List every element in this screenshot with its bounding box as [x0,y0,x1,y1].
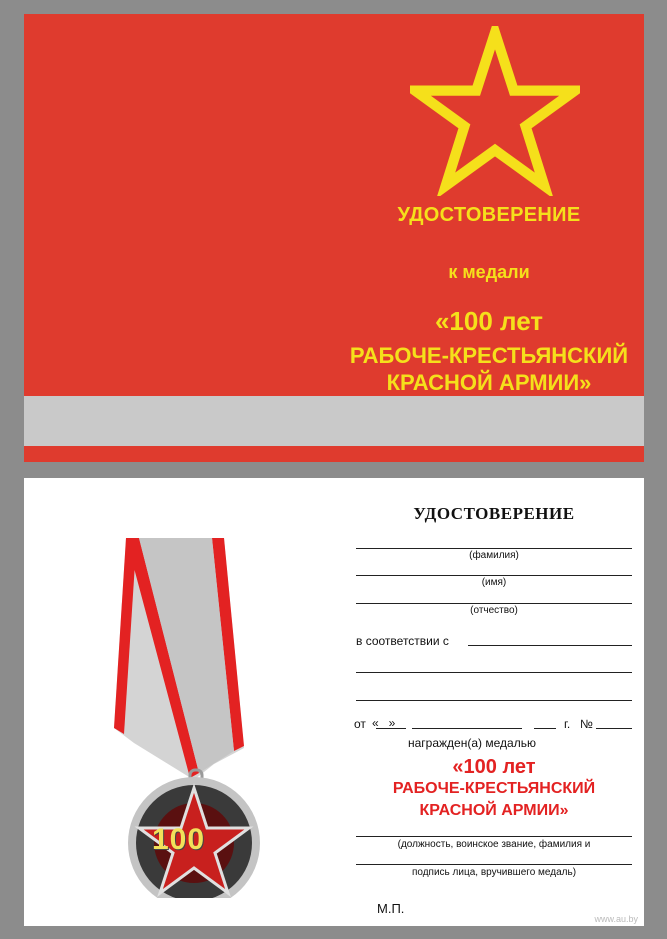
medal-number: 100 [152,823,206,856]
form-title: УДОСТОВЕРЕНИЕ [413,504,575,523]
year-line[interactable] [534,728,556,729]
day-line[interactable] [376,728,406,729]
star-icon [410,26,580,196]
date-quotes: « » [372,716,396,730]
medal-years: «100 лет [452,756,536,778]
surname-line[interactable] [356,548,632,549]
according-line[interactable] [468,645,632,646]
surname-caption: (фамилия) [469,550,519,561]
patronymic-line[interactable] [356,603,632,604]
certificate-cover [24,14,644,462]
position-line[interactable] [356,836,632,837]
name-caption: (имя) [481,577,507,588]
according-line-2[interactable] [356,672,632,673]
patronymic-caption: (отчество) [470,605,518,616]
cover-years: «100 лет [434,306,544,336]
cover-heading: УДОСТОВЕРЕНИЕ [397,204,581,226]
certificate-inner-page [24,478,644,926]
cover-to-medal: к медали [448,262,530,282]
name-line[interactable] [356,575,632,576]
signature-line[interactable] [356,864,632,865]
cover-medal-line1: РАБОЧЕ-КРЕСТЬЯНСКИЙ [349,343,629,368]
month-line[interactable] [412,728,522,729]
medal-line2: КРАСНОЙ АРМИИ» [419,802,569,819]
position-caption: (должность, воинское звание, фамилия и [397,839,591,850]
cover-grey-band [24,396,644,446]
from-label: от [354,717,366,731]
year-label: г. [564,717,571,731]
cover-medal-line2: КРАСНОЙ АРМИИ» [386,370,592,395]
according-label: в соответствии с [356,634,449,648]
stamp-place: М.П. [377,901,405,916]
watermark: www.au.by [594,914,638,924]
number-line[interactable] [596,728,632,729]
according-line-3[interactable] [356,700,632,701]
awarded-label: награжден(а) медалью [408,736,536,750]
medal-line1: РАБОЧЕ-КРЕСТЬЯНСКИЙ [392,780,596,797]
cover-medal-title [324,342,654,396]
signature-caption: подпись лица, вручившего медаль) [411,867,577,878]
number-label: № [580,717,593,731]
